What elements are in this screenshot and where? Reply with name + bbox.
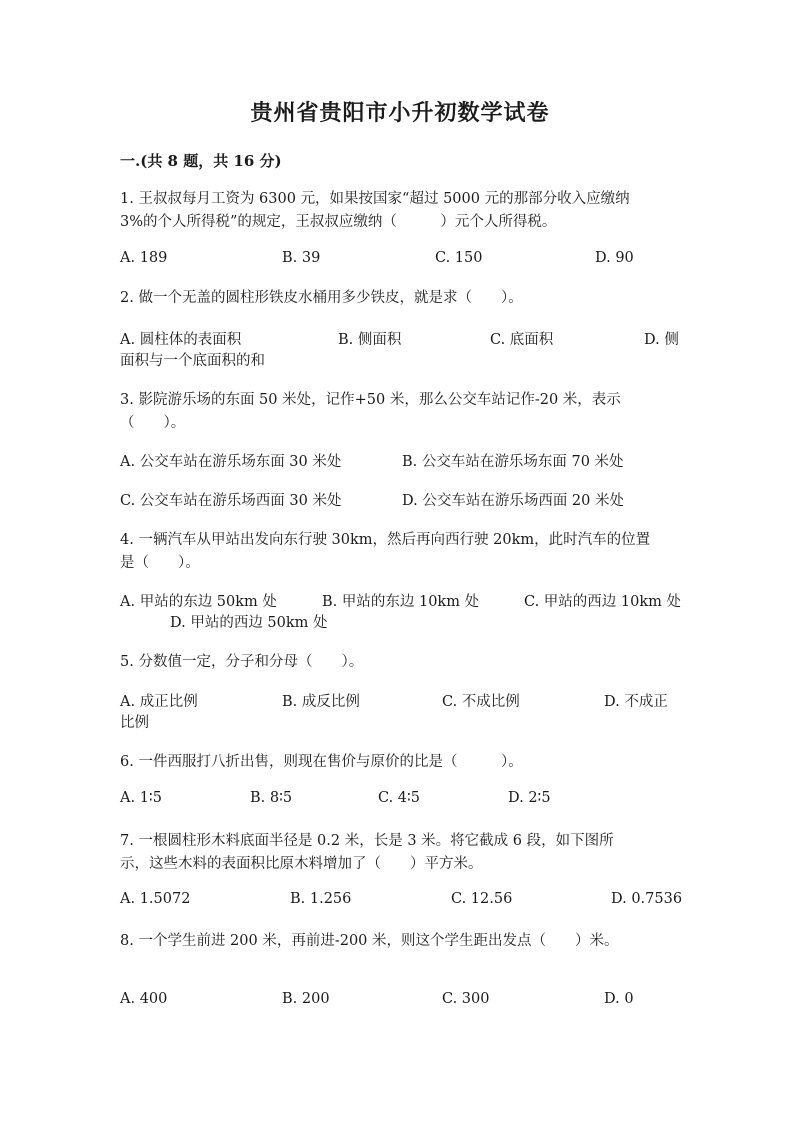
option-c: C. 不成比例 [442, 694, 520, 710]
option-c: C. 300 [442, 991, 490, 1007]
option-a: A. 甲站的东边 50km 处 [120, 594, 277, 610]
section-heading: 一.(共 8 题，共 16 分) [120, 152, 282, 170]
option-d: D. 侧 [644, 332, 679, 348]
option-d: D. 甲站的西边 50km 处 [170, 615, 328, 631]
option-b: B. 8∶5 [250, 790, 293, 806]
question-5 [120, 651, 680, 674]
question-8 [120, 930, 680, 953]
question-2 [120, 287, 680, 310]
option-b: B. 200 [282, 991, 330, 1007]
option-d: D. 90 [595, 250, 634, 266]
options-7 [120, 891, 690, 915]
options-3-row-2 [120, 489, 690, 513]
question-stem-line: 8. 一个学生前进 200 米，再前进-200 米，则这个学生距出发点（ ）米。 [120, 933, 619, 949]
option-c: C. 甲站的西边 10km 处 [524, 594, 682, 610]
option-wrap-line: 比例 [120, 715, 149, 731]
option-a: A. 400 [120, 991, 168, 1007]
options-4-row-2 [120, 611, 690, 635]
question-stem-line: 是（ ）。 [120, 555, 200, 571]
option-d: D. 2∶5 [508, 790, 551, 806]
question-stem-line: 3%的个人所得税”的规定，王叔叔应缴纳（ ）元个人所得税。 [120, 214, 557, 230]
question-stem-line: 5. 分数值一定，分子和分母（ ）。 [120, 654, 364, 670]
options-8 [120, 991, 690, 1015]
page-title: 贵州省贵阳市小升初数学试卷 [250, 100, 550, 126]
option-a: A. 公交车站在游乐场东面 30 米处 [120, 454, 342, 470]
option-d: D. 不成正 [604, 694, 668, 710]
option-c: C. 4∶5 [378, 790, 421, 806]
option-b: B. 成反比例 [282, 694, 360, 710]
question-stem-line: 4. 一辆汽车从甲站出发向东行驶 30km，然后再向西行驶 20km，此时汽车的位置 [120, 532, 651, 548]
question-stem-line: 7. 一根圆柱形木料底面半径是 0.2 米，长是 3 米。将它截成 6 段，如下图所 [120, 833, 614, 849]
option-b: B. 侧面积 [338, 332, 402, 348]
options-6 [120, 790, 690, 814]
option-a: A. 1.5072 [120, 891, 191, 907]
option-a: A. 1∶5 [120, 790, 162, 806]
question-stem-line: 3. 影院游乐场的东面 50 米处，记作+50 米，那么公交车站记作-20 米，表示 [120, 392, 621, 408]
question-stem-line: 6. 一件西服打八折出售，则现在售价与原价的比是（ ）。 [120, 754, 523, 770]
option-a: A. 189 [120, 250, 168, 266]
option-a: A. 成正比例 [120, 694, 198, 710]
question-stem-line: （ ）。 [120, 415, 186, 431]
option-c: C. 150 [435, 250, 483, 266]
question-3 [120, 389, 680, 435]
question-7 [120, 830, 680, 876]
option-c: C. 12.56 [451, 891, 513, 907]
option-b: B. 1.256 [290, 891, 352, 907]
options-3-row-1 [120, 450, 690, 474]
option-c: C. 底面积 [490, 332, 554, 348]
question-1 [120, 188, 680, 234]
option-d: D. 公交车站在游乐场西面 20 米处 [402, 493, 624, 509]
question-6 [120, 751, 680, 774]
option-d: D. 0.7536 [611, 891, 683, 907]
question-stem-line: 1. 王叔叔每月工资为 6300 元，如果按国家“超过 5000 元的那部分收入应缴纳 [120, 191, 630, 207]
options-5 [120, 690, 690, 714]
question-stem-line: 示，这些木料的表面积比原木料增加了（ ）平方米。 [120, 856, 483, 872]
question-4 [120, 529, 680, 575]
option-wrap-line: 面积与一个底面积的和 [120, 353, 265, 369]
option-a: A. 圆柱体的表面积 [120, 332, 242, 348]
option-b: B. 甲站的东边 10km 处 [322, 594, 480, 610]
option-b: B. 公交车站在游乐场东面 70 米处 [402, 454, 624, 470]
question-stem-line: 2. 做一个无盖的圆柱形铁皮水桶用多少铁皮，就是求（ ）。 [120, 290, 523, 306]
option-c: C. 公交车站在游乐场西面 30 米处 [120, 493, 342, 509]
option-d: D. 0 [604, 991, 634, 1007]
options-1 [120, 250, 690, 274]
option-b: B. 39 [282, 250, 321, 266]
